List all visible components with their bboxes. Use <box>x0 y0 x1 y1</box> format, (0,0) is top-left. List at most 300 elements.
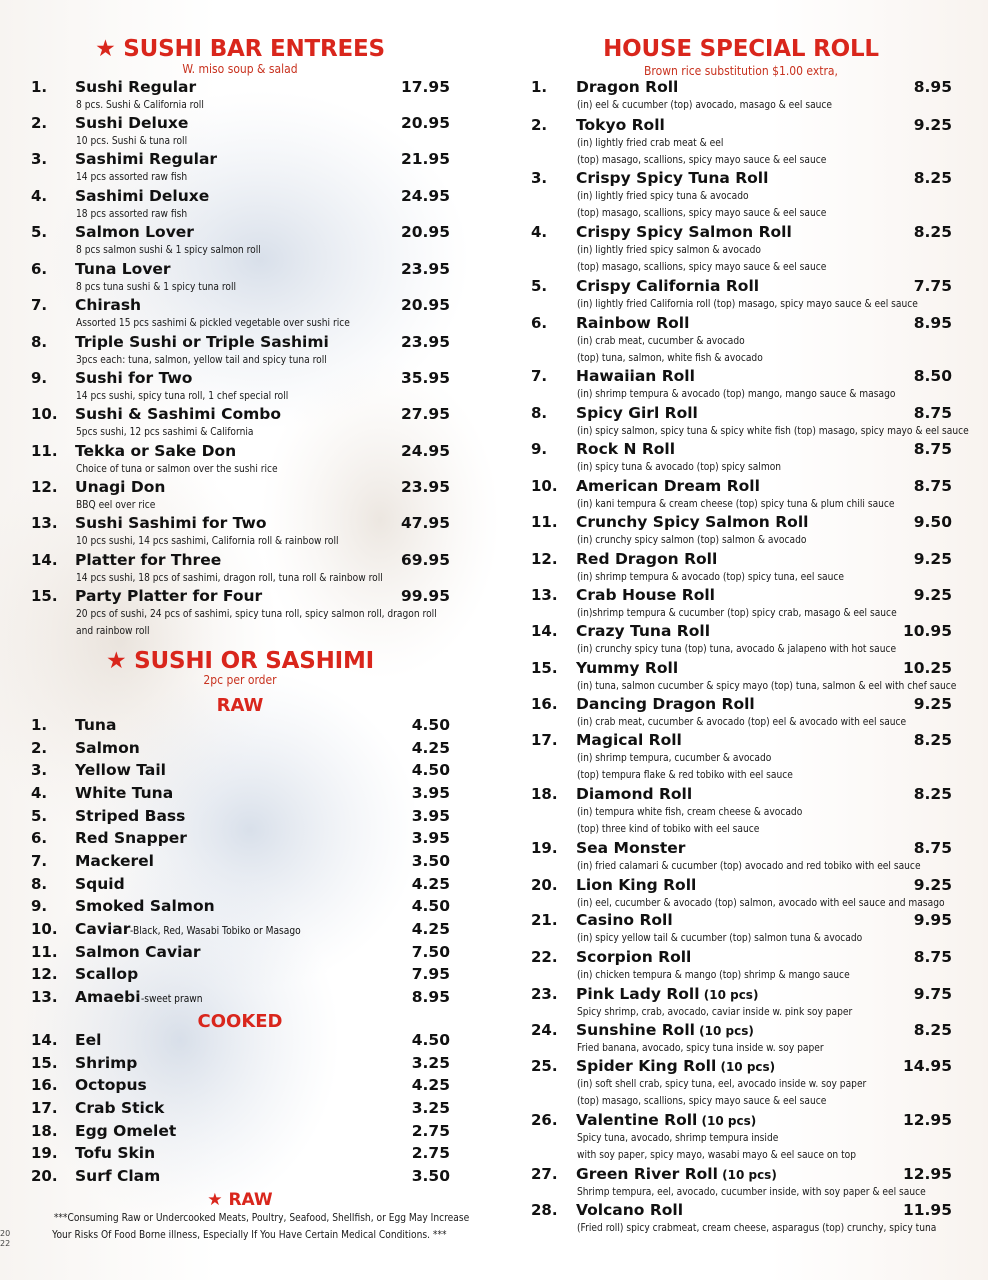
roll-item <box>500 1201 988 1235</box>
item-name <box>75 829 187 847</box>
item-price: 8.25 <box>913 731 952 749</box>
item-name <box>75 587 262 605</box>
item-name-text: Crunchy Spicy Salmon Roll <box>576 513 809 531</box>
item-name-text: Crispy California Roll <box>576 277 760 295</box>
item-name-text: Sunshine Roll <box>576 1021 695 1039</box>
item-name <box>75 988 212 1006</box>
item-description: (in) shrimp tempura & avocado (top) mango, mango sauce & masago <box>577 388 896 400</box>
item-number: 15. <box>31 1053 58 1072</box>
item-description: (in) lightly fried California roll (top) masago, spicy mayo sauce & eel sauce <box>577 298 918 310</box>
item-number: 1. <box>531 78 548 96</box>
item-description: (top) masago, scallions, spicy mayo sauce & eel sauce <box>577 1095 827 1107</box>
raw-item <box>0 943 470 963</box>
item-description: 10 pcs sushi, 14 pcs sashimi, California roll & rainbow roll <box>76 535 339 547</box>
entrees-title <box>0 36 480 62</box>
item-number: 1. <box>31 716 48 734</box>
item-price: 2.75 <box>411 1144 450 1163</box>
item-name <box>75 405 281 423</box>
item-description: 18 pcs assorted raw fish <box>76 208 188 220</box>
entree-item <box>0 587 470 637</box>
item-name <box>75 260 171 278</box>
item-number: 15. <box>31 587 58 605</box>
item-name <box>75 1167 160 1185</box>
sushi-sashimi-title <box>0 648 480 674</box>
item-name-text: Dragon Roll <box>576 78 679 96</box>
house-rolls-title: HOUSE SPECIAL ROLL <box>603 36 879 62</box>
item-number: 2. <box>31 738 48 757</box>
item-number: 2. <box>531 116 548 134</box>
cooked-heading: COOKED <box>197 1011 283 1032</box>
item-pieces: (10 pcs) <box>716 1060 776 1074</box>
item-name-text: Egg Omelet <box>75 1121 177 1140</box>
item-name-text: Rainbow Roll <box>576 314 690 332</box>
item-name <box>75 761 166 779</box>
item-name <box>75 807 185 825</box>
item-name-text: Tekka or Sake Don <box>75 442 237 460</box>
item-name-text: Tofu Skin <box>75 1144 156 1163</box>
roll-item <box>500 477 988 511</box>
item-price: 20.95 <box>400 114 450 132</box>
entree-item <box>0 369 470 403</box>
item-name <box>75 187 209 205</box>
raw-item <box>0 829 470 849</box>
item-name <box>75 114 188 132</box>
item-name-text: Crab House Roll <box>576 586 715 604</box>
item-name-text: White Tuna <box>75 784 174 802</box>
item-pieces: (10 pcs) <box>697 1114 757 1128</box>
entree-item <box>0 260 470 294</box>
star-icon: ★ <box>207 1190 223 1210</box>
entree-item <box>0 150 470 184</box>
cooked-item <box>0 1167 470 1187</box>
item-name-text: Red Snapper <box>75 829 187 848</box>
item-price: 8.75 <box>913 404 952 422</box>
item-number: 3. <box>31 150 48 168</box>
item-number: 16. <box>31 1076 58 1095</box>
item-price: 10.25 <box>902 659 952 677</box>
item-price: 17.95 <box>400 78 450 96</box>
item-name-text: Surf Clam <box>75 1166 161 1185</box>
item-name-text: Salmon <box>75 738 140 757</box>
item-name-text: Yellow Tail <box>75 761 166 780</box>
item-number: 28. <box>531 1201 558 1219</box>
item-name <box>576 440 675 458</box>
item-price: 3.95 <box>411 829 450 848</box>
item-name-text: Mackerel <box>75 851 154 870</box>
item-name-text: Casino Roll <box>576 911 673 929</box>
item-description: (in) eel, cucumber & avocado (top) salmon, avocado with eel sauce and masago <box>577 897 945 909</box>
roll-item <box>500 78 988 112</box>
item-description: with soy paper, spicy mayo, wasabi mayo & eel sauce on top <box>577 1149 857 1161</box>
item-note: -Black, Red, Wasabi Tobiko or Masago <box>130 924 302 937</box>
roll-item <box>500 440 988 474</box>
item-description: 8 pcs salmon sushi & 1 spicy salmon roll <box>76 244 261 256</box>
item-name-text: Eel <box>75 1031 102 1049</box>
item-name-text: Magical Roll <box>576 731 682 749</box>
item-name <box>75 1122 176 1140</box>
item-name <box>75 478 165 496</box>
item-price: 4.50 <box>411 716 450 734</box>
item-pieces: (10 pcs) <box>699 988 759 1002</box>
item-name-text: Sushi Sashimi for Two <box>75 514 267 532</box>
item-name <box>576 550 717 568</box>
raw-item <box>0 875 470 895</box>
item-name-text: Spider King Roll <box>576 1057 717 1075</box>
item-name <box>75 223 194 241</box>
item-description: 20 pcs of sushi, 24 pcs of sashimi, spicy tuna roll, spicy salmon roll, dragon roll <box>76 608 437 620</box>
item-name-text: Diamond Roll <box>576 785 693 803</box>
item-description: (in) tempura white fish, cream cheese & avocado <box>577 806 803 818</box>
item-description: (in) tuna, salmon cucumber & spicy mayo (top) tuna, salmon & eel with chef sauce <box>577 680 957 692</box>
item-price: 7.75 <box>913 277 952 295</box>
roll-item <box>500 116 988 166</box>
item-description: Assorted 15 pcs sashimi & pickled vegetable over sushi rice <box>76 317 350 329</box>
item-number: 11. <box>31 442 58 460</box>
item-description: 10 pcs. Sushi & tuna roll <box>76 135 188 147</box>
roll-item <box>500 659 988 693</box>
item-number: 17. <box>531 731 558 749</box>
item-number: 6. <box>531 314 548 332</box>
item-name <box>576 477 760 495</box>
star-icon: ★ <box>105 648 127 674</box>
item-price: 14.95 <box>902 1057 952 1075</box>
item-description: 8 pcs tuna sushi & 1 spicy tuna roll <box>76 281 237 293</box>
item-name-text: Salmon Caviar <box>75 942 201 961</box>
item-name <box>75 852 154 870</box>
entree-item <box>0 442 470 476</box>
item-number: 9. <box>31 897 48 916</box>
item-price: 23.95 <box>400 478 450 496</box>
item-name-text: Sea Monster <box>576 839 686 857</box>
item-name <box>75 1054 137 1072</box>
item-description: (in) crunchy spicy tuna (top) tuna, avocado & jalapeno with hot sauce <box>577 643 897 655</box>
item-description: BBQ eel over rice <box>76 499 156 511</box>
item-description: (in) eel & cucumber (top) avocado, masago & eel sauce <box>577 99 833 111</box>
item-name-text: Tuna <box>75 716 117 734</box>
item-number: 19. <box>531 839 558 857</box>
item-description: 14 pcs assorted raw fish <box>76 171 188 183</box>
raw-item <box>0 920 470 940</box>
item-price: 69.95 <box>400 551 450 569</box>
raw-heading: RAW <box>216 695 264 716</box>
item-description: (in) spicy salmon, spicy tuna & spicy white fish (top) masago, spicy mayo & eel sauce <box>577 425 969 437</box>
item-name <box>576 223 792 241</box>
item-name-text: Party Platter for Four <box>75 587 263 605</box>
item-price: 20.95 <box>400 223 450 241</box>
roll-item <box>500 1021 988 1055</box>
item-price: 3.95 <box>411 806 450 825</box>
item-name-text: Caviar <box>75 919 131 938</box>
item-price: 9.25 <box>913 550 952 568</box>
item-name <box>75 965 138 983</box>
item-price: 3.25 <box>411 1053 450 1072</box>
item-price: 8.75 <box>913 477 952 495</box>
cooked-item <box>0 1031 470 1051</box>
item-name <box>576 731 682 749</box>
item-name-text: Lion King Roll <box>576 876 697 894</box>
item-description: (top) masago, scallions, spicy mayo sauce & eel sauce <box>577 207 827 219</box>
item-number: 2. <box>31 114 48 132</box>
item-description: (Fried roll) spicy crabmeat, cream cheese, asparagus (top) crunchy, spicy tuna <box>577 1222 937 1234</box>
item-name <box>576 839 685 857</box>
item-price: 3.25 <box>411 1099 450 1117</box>
item-price: 12.95 <box>902 1111 952 1129</box>
item-price: 8.25 <box>913 785 952 803</box>
item-number: 16. <box>531 695 558 713</box>
item-name <box>75 78 196 96</box>
item-price: 3.50 <box>411 1166 450 1185</box>
item-description: (in) shrimp tempura & avocado (top) spicy tuna, eel sauce <box>577 571 845 583</box>
raw-notice-line: Your Risks Of Food Borne illness, Especially If You Have Certain Medical Conditions. *** <box>52 1229 447 1241</box>
item-price: 27.95 <box>400 405 450 423</box>
raw-item <box>0 807 470 827</box>
entree-item <box>0 551 470 585</box>
raw-notice-text <box>20 1210 470 1244</box>
item-number: 25. <box>531 1057 558 1075</box>
item-number: 12. <box>31 478 58 496</box>
item-description: 5pcs sushi, 12 pcs sashimi & California <box>76 426 254 438</box>
item-name <box>576 785 692 803</box>
item-name <box>576 78 678 96</box>
item-name-text: Green River Roll <box>576 1165 718 1183</box>
item-description: and rainbow roll <box>76 625 150 637</box>
entree-item <box>0 405 470 439</box>
cooked-item <box>0 1122 470 1142</box>
roll-item <box>500 277 988 311</box>
item-price: 9.75 <box>913 985 952 1003</box>
raw-item <box>0 784 470 804</box>
roll-item <box>500 404 988 438</box>
item-name-text: Triple Sushi or Triple Sashimi <box>75 333 329 351</box>
item-name <box>75 369 192 387</box>
item-name-text: Amaebi <box>75 987 141 1006</box>
item-description: Choice of tuna or salmon over the sushi rice <box>76 463 278 475</box>
item-description: (in) lightly fried crab meat & eel <box>577 137 724 149</box>
item-description: (in) shrimp tempura, cucumber & avocado <box>577 752 772 764</box>
item-description: Fried banana, avocado, spicy tuna inside w. soy paper <box>577 1042 824 1054</box>
item-price: 21.95 <box>400 150 450 168</box>
item-number: 9. <box>531 440 548 458</box>
entree-item <box>0 114 470 148</box>
item-number: 23. <box>531 985 558 1003</box>
item-description: (top) masago, scallions, spicy mayo sauce & eel sauce <box>577 154 827 166</box>
item-name-text: Chirash <box>75 296 142 314</box>
item-price: 7.95 <box>411 965 450 984</box>
item-number: 24. <box>531 1021 558 1039</box>
raw-item <box>0 739 470 759</box>
item-name-text: Yummy Roll <box>576 659 679 677</box>
item-price: 8.75 <box>913 948 952 966</box>
item-name-text: Spicy Girl Roll <box>576 404 698 422</box>
item-price: 4.50 <box>411 1031 450 1049</box>
item-price: 4.25 <box>411 1076 450 1095</box>
item-price: 20.95 <box>400 296 450 314</box>
item-name <box>75 333 329 351</box>
item-description: Spicy shrimp, crab, avocado, caviar inside w. pink soy paper <box>577 1006 853 1018</box>
raw-item <box>0 852 470 872</box>
item-name <box>576 622 710 640</box>
raw-item <box>0 965 470 985</box>
item-price: 9.25 <box>913 586 952 604</box>
item-name <box>75 784 173 802</box>
roll-item <box>500 911 988 945</box>
roll-item <box>500 513 988 547</box>
item-name-text: Platter for Three <box>75 551 222 569</box>
item-pieces: (10 pcs) <box>694 1024 754 1038</box>
roll-item <box>500 314 988 364</box>
item-number: 17. <box>31 1099 58 1117</box>
roll-item <box>500 876 988 910</box>
item-name-text: Tuna Lover <box>75 260 171 278</box>
item-number: 3. <box>31 761 48 780</box>
item-number: 18. <box>531 785 558 803</box>
item-price: 8.95 <box>913 78 952 96</box>
item-number: 4. <box>31 187 48 205</box>
roll-item <box>500 785 988 835</box>
item-price: 8.95 <box>913 314 952 332</box>
roll-item <box>500 985 988 1019</box>
roll-item <box>500 731 988 781</box>
item-name-text: Sushi Regular <box>75 78 197 96</box>
item-description: (in) lightly fried spicy salmon & avocado <box>577 244 761 256</box>
item-description: (in) crab meat, cucumber & avocado (top) eel & avocado with eel sauce <box>577 716 907 728</box>
item-name-text: Sashimi Regular <box>75 150 218 168</box>
item-name-text: American Dream Roll <box>576 477 760 495</box>
item-description: (in) spicy yellow tail & cucumber (top) salmon tuna & avocado <box>577 932 863 944</box>
item-number: 1. <box>31 78 48 96</box>
house-rolls-subtitle: Brown rice substitution $1.00 extra, <box>644 64 838 78</box>
item-note: -sweet prawn <box>140 992 203 1005</box>
item-name <box>576 169 768 187</box>
item-price: 23.95 <box>400 333 450 351</box>
item-name-text: Scallop <box>75 965 139 984</box>
item-price: 8.50 <box>913 367 952 385</box>
item-number: 8. <box>31 874 48 893</box>
item-price: 4.50 <box>411 761 450 780</box>
item-description: (in) crunchy spicy salmon (top) salmon & avocado <box>577 534 807 546</box>
item-name <box>75 875 125 893</box>
sushi-sashimi-subtitle: 2pc per order <box>203 673 277 687</box>
item-number: 14. <box>31 1031 58 1049</box>
item-number: 27. <box>531 1165 558 1183</box>
item-name <box>75 442 236 460</box>
entrees-title-text: SUSHI BAR ENTREES <box>123 36 385 62</box>
item-number: 10. <box>531 477 558 495</box>
item-description: (top) tuna, salmon, white fish & avocado <box>577 352 763 364</box>
item-name-text: Unagi Don <box>75 478 166 496</box>
item-name <box>75 739 140 757</box>
item-name <box>576 659 678 677</box>
item-name-text: Sushi for Two <box>75 369 193 387</box>
item-description: (in) spicy tuna & avocado (top) spicy salmon <box>577 461 782 473</box>
item-name <box>576 277 759 295</box>
item-name <box>576 404 698 422</box>
item-name <box>75 1076 147 1094</box>
item-price: 11.95 <box>902 1201 952 1219</box>
item-description: (in) crab meat, cucumber & avocado <box>577 335 745 347</box>
item-number: 13. <box>31 514 58 532</box>
item-price: 4.50 <box>411 897 450 916</box>
item-number: 22. <box>531 948 558 966</box>
item-number: 19. <box>31 1144 58 1163</box>
item-price: 24.95 <box>400 187 450 205</box>
item-price: 2.75 <box>411 1121 450 1140</box>
item-number: 7. <box>31 296 48 314</box>
item-number: 5. <box>31 806 48 825</box>
item-number: 11. <box>31 942 58 961</box>
item-number: 4. <box>531 223 548 241</box>
item-name-text: Crispy Spicy Salmon Roll <box>576 223 792 241</box>
item-name-text: Hawaiian Roll <box>576 367 695 385</box>
item-price: 8.25 <box>913 1021 952 1039</box>
raw-notice-line: ***Consuming Raw or Undercooked Meats, Poultry, Seafood, Shellfish, or Egg May Increase <box>53 1212 470 1224</box>
item-name-text: Sushi Deluxe <box>75 114 189 132</box>
entrees-subtitle: W. miso soup & salad <box>182 62 298 76</box>
item-name-text: Salmon Lover <box>75 223 194 241</box>
item-description: (in) lightly fried spicy tuna & avocado <box>577 190 749 202</box>
item-price: 8.25 <box>913 169 952 187</box>
entree-item <box>0 223 470 257</box>
item-description: 14 pcs sushi, 18 pcs of sashimi, dragon roll, tuna roll & rainbow roll <box>76 572 383 584</box>
item-price: 4.25 <box>411 738 450 757</box>
item-name-text: Striped Bass <box>75 806 186 825</box>
roll-item <box>500 948 988 982</box>
item-name-text: Valentine Roll <box>576 1111 698 1129</box>
item-name-text: Smoked Salmon <box>75 897 215 916</box>
item-description: (in)shrimp tempura & cucumber (top) spicy crab, masago & eel sauce <box>577 607 897 619</box>
item-number: 4. <box>31 784 48 802</box>
item-price: 47.95 <box>400 514 450 532</box>
item-name <box>576 314 689 332</box>
roll-item <box>500 223 988 273</box>
item-price: 8.25 <box>913 223 952 241</box>
item-price: 9.25 <box>913 695 952 713</box>
item-number: 20. <box>531 876 558 894</box>
roll-item <box>500 1165 988 1199</box>
item-number: 14. <box>531 622 558 640</box>
item-price: 12.95 <box>902 1165 952 1183</box>
item-name-text: Squid <box>75 874 125 893</box>
roll-item <box>500 622 988 656</box>
raw-item <box>0 716 470 736</box>
item-number: 26. <box>531 1111 558 1129</box>
item-price: 9.25 <box>913 876 952 894</box>
item-name <box>75 551 221 569</box>
item-name-text: Crab Stick <box>75 1099 165 1117</box>
raw-item <box>0 988 470 1008</box>
item-name <box>576 1021 754 1039</box>
page-number <box>0 1229 10 1249</box>
item-name-text: Crazy Tuna Roll <box>576 622 711 640</box>
item-pieces: (10 pcs) <box>717 1168 777 1182</box>
item-number: 15. <box>531 659 558 677</box>
item-price: 4.25 <box>411 874 450 893</box>
item-name <box>75 150 217 168</box>
entree-item <box>0 187 470 221</box>
item-description: (in) chicken tempura & mango (top) shrimp & mango sauce <box>577 969 850 981</box>
item-name-text: Volcano Roll <box>576 1201 684 1219</box>
item-number: 10. <box>31 919 58 938</box>
item-name-text: Scorpion Roll <box>576 948 692 966</box>
entree-item <box>0 333 470 367</box>
entree-item <box>0 478 470 512</box>
item-description: Spicy tuna, avocado, shrimp tempura inside <box>577 1132 779 1144</box>
item-number: 13. <box>531 586 558 604</box>
item-name-text: Sushi & Sashimi Combo <box>75 405 282 423</box>
item-name <box>75 897 215 915</box>
item-name <box>576 1201 683 1219</box>
entree-item <box>0 514 470 548</box>
